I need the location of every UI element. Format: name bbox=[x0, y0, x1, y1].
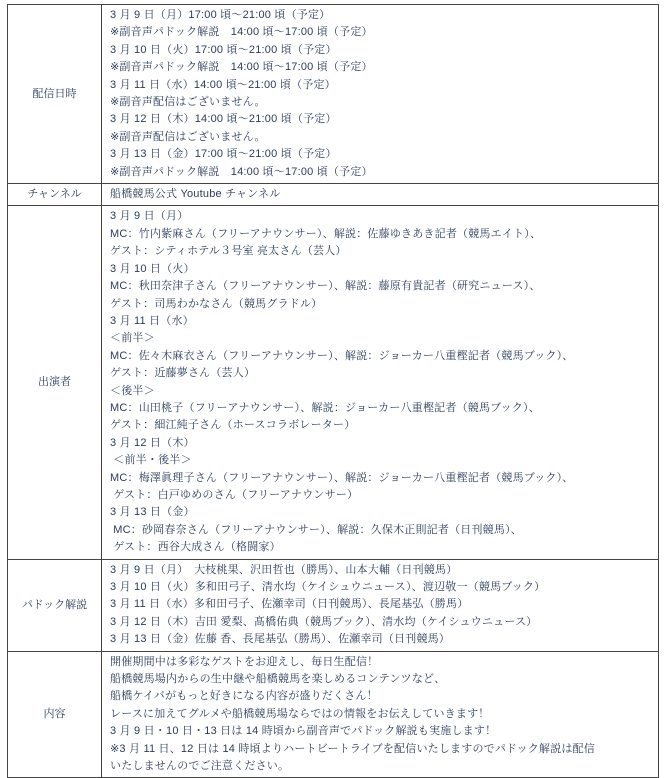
text-line: 船橋競馬場内からの生中継や船橋競馬を楽しめるコンテンツなど、 bbox=[110, 673, 446, 686]
text-line: 3 月 10 日（火） bbox=[110, 262, 195, 275]
text-line: 3 月 9 日（月） bbox=[110, 210, 189, 223]
text-line: ※副音声パドック解説 14:00 頃～17:00 頃（予定） bbox=[110, 61, 373, 74]
text-line: 船橋競馬公式 Youtube チャンネル bbox=[110, 188, 281, 201]
row-content bbox=[102, 5, 659, 184]
text-line: ＜前半＞ bbox=[110, 332, 155, 345]
text-line: 3 月 13 日（金）17:00 頃～21:00 頃（予定） bbox=[110, 148, 337, 161]
text-line: MC：佐々木麻衣さん（フリーアナウンサー）、解説：ジョーカー八重樫記者（競馬ブック）、 bbox=[110, 349, 574, 362]
text-line: ゲスト：細江純子さん（ホースコラボレーター） bbox=[110, 419, 356, 432]
text-line: 3 月 9 日（月）17:00 頃～21:00 頃（予定） bbox=[110, 9, 331, 21]
text-line: いたしませんのでご注意ください。 bbox=[110, 760, 290, 773]
text-line: 3 月 11 日（水）多和田弓子、佐瀬幸司（日刊競馬）、長尾基弘（勝馬） bbox=[110, 598, 469, 611]
row-label: チャンネル bbox=[8, 184, 102, 206]
text-line: 3 月 9 日（月） 大枝桃果、沢田哲也（勝馬）、山本大輔（日刊競馬） bbox=[110, 563, 458, 576]
text-line: 3 月 11 日（水） bbox=[110, 314, 194, 327]
text-line: ゲスト：近藤夢さん（芸人） bbox=[110, 367, 256, 380]
text-line: ゲスト：司馬わかなさん（競馬グラドル） bbox=[110, 297, 323, 310]
text-line: ゲスト：白戸ゆめのさん（フリーアナウンサー） bbox=[110, 488, 359, 501]
table-row-paddock-commentary bbox=[8, 559, 659, 651]
row-content bbox=[102, 206, 659, 559]
text-line: 3 月 9 日・10 日・13 日は 14 時頃から副音声でパドック解説も実施します！ bbox=[110, 725, 497, 738]
text-line: 3 月 10 日（火）多和田弓子、清水均（ケイシュウニュース）、渡辺敬一（競馬ブック） bbox=[110, 581, 546, 593]
table-row-content bbox=[8, 651, 659, 778]
table-row-performers bbox=[8, 206, 659, 559]
table-row-broadcast-datetime bbox=[8, 5, 659, 184]
text-line: 3 月 12 日（木）14:00 頃～21:00 頃（予定） bbox=[110, 113, 337, 126]
text-line: ゲスト：西谷大成さん（格闘家） bbox=[110, 541, 281, 554]
text-line: 3 月 13 日（金）佐藤 香、長尾基弘（勝馬）、佐瀬幸司（日刊競馬） bbox=[110, 633, 451, 646]
row-label: 内容 bbox=[8, 651, 102, 778]
row-label: 出演者 bbox=[8, 206, 102, 559]
text-line: ※副音声パドック解説 14:00 頃～17:00 頃（予定） bbox=[110, 165, 373, 178]
broadcast-info-table bbox=[7, 4, 659, 778]
text-line: 開催期間中は多彩なゲストをお迎えし、毎日生配信！ bbox=[110, 655, 379, 668]
text-line: 3 月 13 日（金） bbox=[110, 506, 195, 519]
text-line: ※副音声パドック解説 14:00 頃～17:00 頃（予定） bbox=[110, 26, 373, 39]
text-line: MC：竹内紫麻さん（フリーアナウンサー）、解説：佐藤ゆきあき記者（競馬エイト）、 bbox=[110, 227, 542, 240]
text-line: ＜前半・後半＞ bbox=[110, 454, 192, 467]
text-line: 3 月 12 日（木） bbox=[110, 436, 195, 449]
text-line: ※副音声配信はございません。 bbox=[110, 130, 266, 143]
text-line: ＜後半＞ bbox=[110, 384, 155, 397]
text-line: MC：砂岡春奈さん（フリーアナウンサー）、解説：久保木正則記者（日刊競馬）、 bbox=[110, 523, 522, 536]
text-line: ※3 月 11 日、12 日は 14 時頃よりハートビートライブを配信いたしますのでパドック解説は配信 bbox=[110, 742, 595, 755]
row-content bbox=[102, 651, 659, 778]
text-line: 3 月 12 日（木）吉田 愛梨、髙橋佑典（競馬ブック）、清水均（ケイシュウニュース） bbox=[110, 615, 538, 628]
text-line: MC：秋田奈津子さん（フリーアナウンサー）、解説：藤原有貴記者（研究ニュース）、 bbox=[110, 280, 541, 293]
row-content bbox=[102, 184, 659, 206]
text-line: レースに加えてグルメや船橋競馬場ならではの情報をお伝えしていきます！ bbox=[110, 707, 490, 720]
row-label: パドック解説 bbox=[8, 559, 102, 651]
row-label: 配信日時 bbox=[8, 5, 102, 184]
text-line: ゲスト：シティホテル３号室 亮太さん（芸人） bbox=[110, 245, 347, 258]
text-line: MC：山田桃子（フリーアナウンサー）、解説：ジョーカー八重樫記者（競馬ブック）、 bbox=[110, 401, 540, 414]
text-line: 3 月 11 日（水）14:00 頃～21:00 頃（予定） bbox=[110, 78, 336, 91]
row-content bbox=[102, 559, 659, 651]
text-line: MC：梅澤眞理子さん（フリーアナウンサー）、解説：ジョーカー八重樫記者（競馬ブック）、 bbox=[110, 471, 574, 484]
text-line: ※副音声配信はございません。 bbox=[110, 96, 266, 109]
text-line: 3 月 10 日（火）17:00 頃～21:00 頃（予定） bbox=[110, 43, 337, 56]
text-line: 船橋ケイバがもっと好きになる内容が盛りだくさん！ bbox=[110, 690, 378, 703]
table-row-channel bbox=[8, 184, 659, 206]
